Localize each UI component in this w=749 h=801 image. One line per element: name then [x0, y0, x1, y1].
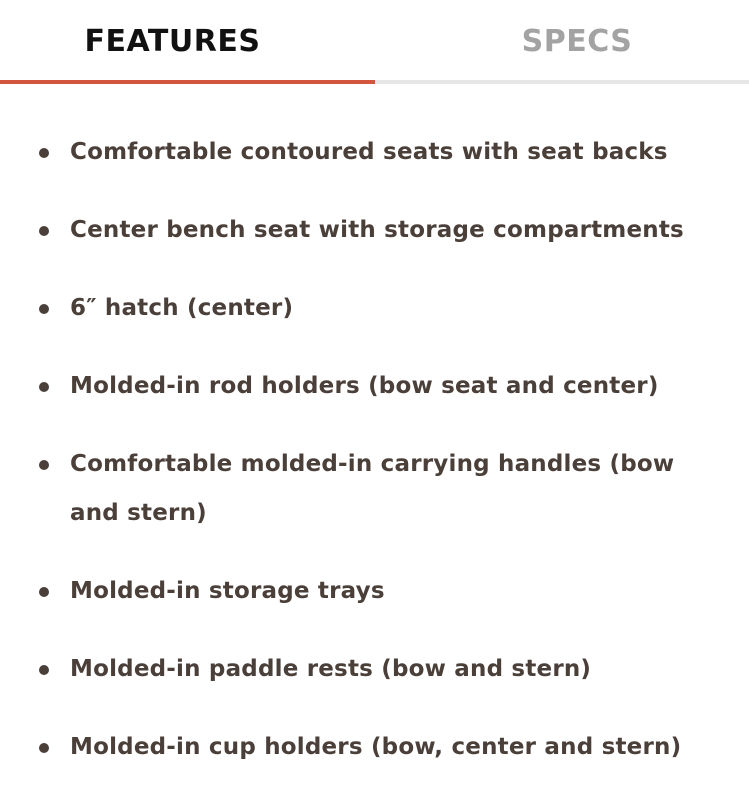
bullet-icon [39, 148, 49, 158]
feature-text: Comfortable contoured seats with seat backs [70, 139, 668, 165]
list-item [0, 362, 749, 411]
bullet-icon [39, 743, 49, 753]
feature-text: Molded-in storage trays [70, 578, 385, 604]
feature-text: Molded-in cup holders (bow, center and stern) [70, 734, 682, 760]
tab-bar [0, 0, 749, 84]
tab-specs[interactable] [375, 0, 749, 84]
feature-text: 6″ hatch (center) [70, 295, 294, 321]
list-item [0, 645, 749, 694]
list-item [0, 723, 749, 772]
bullet-icon [39, 460, 49, 470]
list-item [0, 206, 749, 255]
feature-list [0, 128, 749, 801]
list-item [0, 440, 749, 538]
bullet-icon [39, 587, 49, 597]
feature-text: Comfortable molded-in carrying handles (bow and stern) [70, 451, 675, 526]
tab-features-label: FEATURES [84, 24, 261, 59]
bullet-icon [39, 304, 49, 314]
feature-text: Molded-in rod holders (bow seat and center) [70, 373, 659, 399]
feature-text: Center bench seat with storage compartments [70, 217, 684, 243]
bullet-icon [39, 226, 49, 236]
list-item [0, 128, 749, 177]
bullet-icon [39, 382, 49, 392]
list-item [0, 284, 749, 333]
tab-specs-label: SPECS [521, 24, 633, 59]
list-item [0, 567, 749, 616]
tab-features[interactable] [0, 0, 375, 84]
feature-text: Molded-in paddle rests (bow and stern) [70, 656, 592, 682]
bullet-icon [39, 665, 49, 675]
